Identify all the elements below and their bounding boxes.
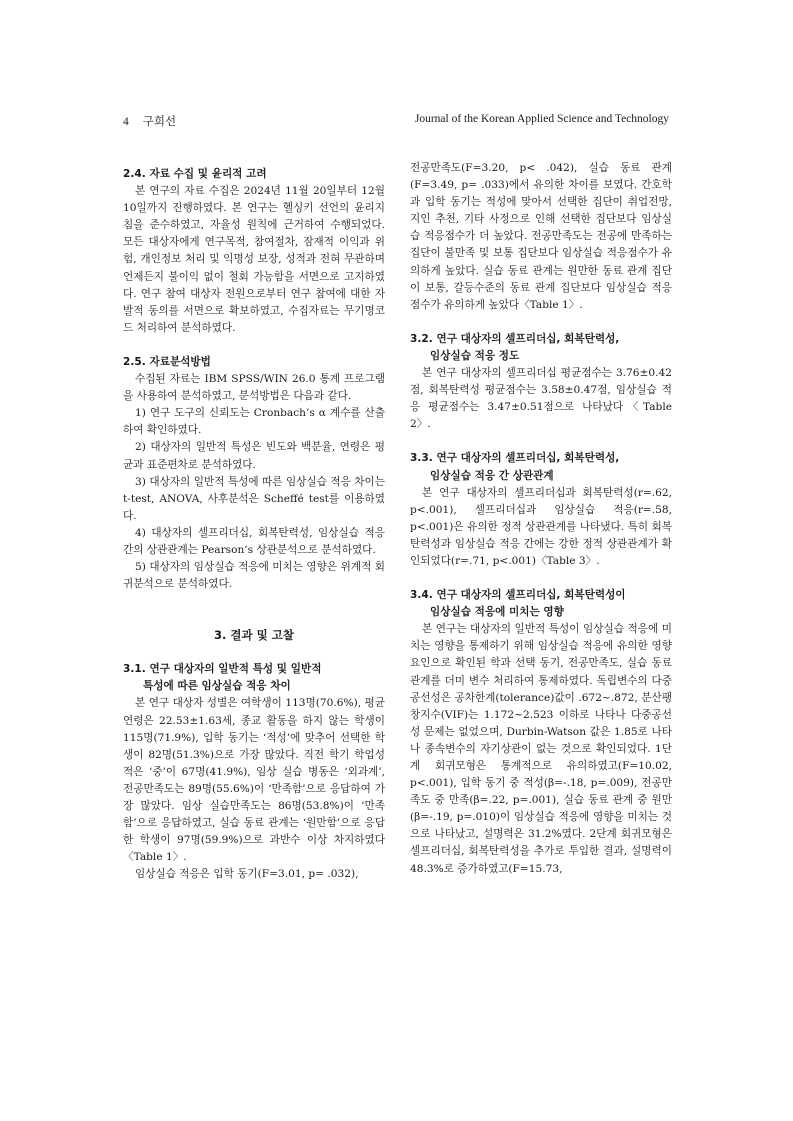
section-3-3-title — [410, 450, 672, 484]
section-3-4-title — [410, 587, 672, 621]
analysis-item-1: 1) 연구 도구의 신뢰도는 Cronbach’s α 계수를 산출하여 확인하였다. — [123, 407, 385, 437]
section-3-1-title — [123, 661, 385, 695]
section-3-1-text-1: 본 연구 대상자 성별은 여학생이 113명(70.6%), 평균연령은 22.53±1.63세, 종교 활동을 하지 않는 학생이 115명(71.9%), 입학 동기는 ‘적성’에 맞추어 선택한 학생이 82명(51.3%)으로 가장 많았다. 직전 학기 학업성적은 ‘중’이 67명(41.9%), 임상 실습 병동은 ‘외과계’, 전공만족도는 89명(55.6%)이 ‘만족함’으로 응답하여 가장 많았다. 임상 실습만족도는 86명(53.8%)이 ‘만족함’으로 응답하였고, 실습 동료 관계는 ‘원만함’으로 응답한 학생이 97명(59.9%)으로 과반수 이상 차지하였다〈Table 1〉. — [123, 697, 385, 864]
section-3-4-title-line1: 3.4. 연구 대상자의 셀프리더십, 회복탄력성이 — [410, 589, 626, 602]
section-3-1-continued: 전공만족도(F=3.20, p< .042), 실습 동료 관계(F=3.49, p= .033)에서 유의한 차이를 보였다. 간호학과 입학 동기는 적성에 맞아서 선택한 집단이 취업전망, 지인 추천, 기타 사정으로 인해 선택한 집단보다 임상실습 적응점수가 더 높았다. 전공만족도는 전공에 만족하는 집단이 불만족 및 보통 집단보다 임상실습 적응점수가 유의하게 높았다. 실습 동료 관계는 원만한 동료 관계 집단이 보통, 갈등수준의 동료 관계 집단보다 임상실습 적응점수가 유의하게 높았다〈Table 1〉. — [410, 162, 672, 311]
chapter-3-title: 3. 결과 및 고찰 — [214, 628, 294, 643]
right-column — [410, 160, 672, 878]
section-3-3-title-line1: 3.3. 연구 대상자의 셀프리더십, 회복탄력성, — [410, 452, 620, 465]
section-3-2-title-line2: 임상실습 적응 정도 — [430, 349, 520, 362]
section-3-4-title-line2: 임상실습 적응에 미치는 영향 — [430, 606, 564, 619]
analysis-item-3: 3) 대상자의 일반적 특성에 따른 임상실습 적응 차이는 t-test, ANOVA, 사후분석은 Scheffé test를 이용하였다. — [123, 475, 385, 522]
section-2-4-title: 2.4. 자료 수집 및 윤리적 고려 — [123, 168, 267, 180]
analysis-item-4: 4) 대상자의 셀프리더십, 회복탄력성, 임상실습 적응 간의 상관관계는 Pearson’s 상관분석으로 분석하였다. — [123, 526, 385, 556]
section-2-5-title: 2.5. 자료분석방법 — [123, 355, 211, 368]
section-2-4-text: 본 연구의 자료 수집은 2024년 11월 20일부터 12월 10일까지 진행하였다. 본 연구는 헬싱키 선언의 윤리지침을 준수하였고, 자율성 원칙에 근거하여 수행되었다. 모든 대상자에게 연구목적, 참여절차, 잠재적 이익과 위험, 개인정보 처리 및 익명성 보장, 성적과 전혀 무관하며 언제든지 불이익 없이 철회 가능함을 서면으로 고지하였다. 연구 참여 대상자 전원으로부터 연구 참여에 대한 자발적 동의를 서면으로 확보하였고, 수집자료는 무기명코드 처리하여 분석하였다. — [123, 185, 385, 334]
page-number: 4 — [123, 116, 129, 128]
running-header — [123, 113, 669, 127]
analysis-item-5: 5) 대상자의 임상실습 적응에 미치는 영향은 위계적 회귀분석으로 분석하였다. — [123, 561, 385, 591]
section-3-1-title-line2: 특성에 따른 임상실습 적응 차이 — [143, 680, 291, 693]
section-3-3-text: 본 연구 대상자의 셀프리더십과 회복탄력성(r=.62, p<.001), 셀프리더십과 임상실습 적응(r=.58, p<.001)은 유의한 정적 상관관계를 나타냈다. 특히 회복탄력성과 임상실습 적응 간에는 강한 정적 상관관계가 확인되었다(r=.71, p<.001)〈Table 3〉. — [410, 486, 672, 567]
section-3-1-text-2: 임상실습 적응은 입학 동기(F=3.01, p= .032), — [135, 868, 359, 881]
author-name: 구희선 — [142, 116, 177, 128]
journal-title: Journal of the Korean Applied Science and Technology — [414, 113, 669, 125]
analysis-item-2: 2) 대상자의 일반적 특성은 빈도와 백분율, 연령은 평균과 표준편차로 분석하였다. — [123, 441, 385, 471]
section-3-2-title — [410, 331, 672, 365]
section-3-2-text: 본 연구 대상자의 셀프리더십 평균점수는 3.76±0.42점, 회복탄력성 평균점수는 3.58±0.47점, 임상실습 적응 평균점수는 3.47±0.51점으로 나타났다〈Table 2〉. — [410, 367, 672, 431]
header-left — [123, 113, 190, 129]
left-column — [123, 166, 385, 883]
section-2-5-intro: 수집된 자료는 IBM SPSS/WIN 26.0 통계 프로그램을 사용하여 분석하였고, 분석방법은 다음과 같다. — [123, 373, 385, 403]
section-3-4-text: 본 연구는 대상자의 일반적 특성이 임상실습 적응에 미치는 영향을 통제하기 위해 임상실습 적응에 유의한 영향요인으로 확인된 학과 선택 동기, 전공만족도, 실습 동료 관계를 더미 변수 처리하여 통제하였다. 독립변수의 다중공선성은 공차한계(tolerance)값이 .672~.872, 분산팽창지수(VIF)는 1.172~2.523 이하로 나타나 다중공선성 문제는 없었으며, Durbin-Watson 값은 1.85로 나타나 종속변수의 자기상관이 없는 것으로 확인되었다. 1단계 회귀모형은 통계적으로 유의하였고(F=10.02, p<.001), 입학 동기 중 적성(β=-.18, p=.009), 전공만족도 중 만족(β=.22, p=.001), 실습 동료 관계 중 원만(β=-.19, p=.010)이 임상실습 적응에 영향을 미치는 것으로 나타났고, 설명력은 31.2%였다. 2단계 회귀모형은 셀프리더십, 회복탄력성을 추가로 투입한 결과, 설명력이 48.3%로 증가하였고(F=15.73, — [410, 623, 672, 875]
section-3-2-title-line1: 3.2. 연구 대상자의 셀프리더십, 회복탄력성, — [410, 332, 620, 345]
section-3-1-title-line1: 3.1. 연구 대상자의 일반적 특성 및 일반적 — [123, 663, 322, 676]
section-3-3-title-line2: 임상실습 적응 간 상관관계 — [430, 469, 554, 482]
